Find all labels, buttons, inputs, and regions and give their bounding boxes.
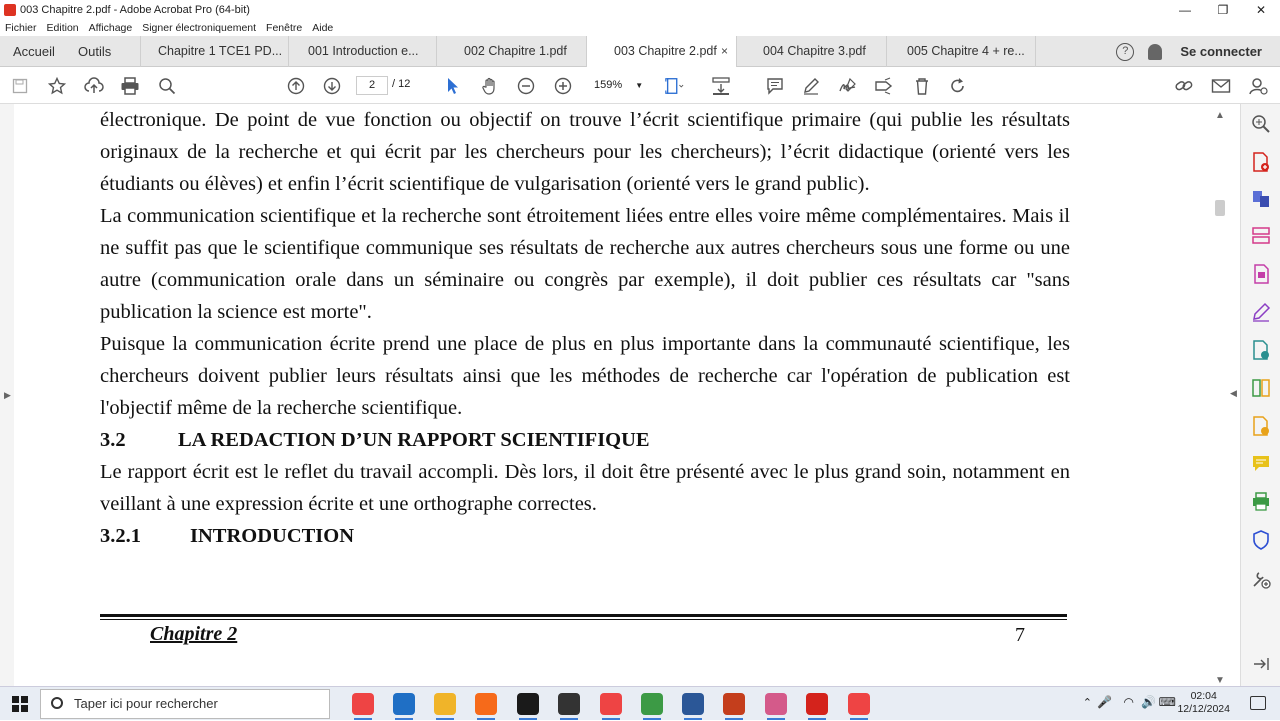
tab-doc-chapitre1-tce1[interactable] <box>140 36 288 67</box>
wifi-icon[interactable]: ◠ <box>1123 695 1134 709</box>
taskbar-app-acrobat-icon[interactable] <box>806 693 828 715</box>
main-toolbar <box>0 67 1280 104</box>
taskbar-app-photos-icon[interactable] <box>393 693 415 715</box>
scroll-thumb[interactable] <box>1215 200 1225 216</box>
pdf-page-content <box>100 104 1070 552</box>
scroll-down-icon[interactable]: ▼ <box>1215 675 1225 686</box>
tab-bar <box>0 36 1280 67</box>
hand-tool-icon[interactable] <box>480 76 500 96</box>
delete-icon[interactable] <box>912 76 932 96</box>
zoom-out-icon[interactable] <box>516 76 536 96</box>
taskbar-app-file-explorer-icon[interactable] <box>434 693 456 715</box>
taskbar-app-app-pink-icon[interactable] <box>765 693 787 715</box>
create-pdf-plus-icon[interactable] <box>1251 340 1271 360</box>
taskbar-app-app-green-icon[interactable] <box>641 693 663 715</box>
menu-signer[interactable]: Signer électroniquement <box>142 22 257 34</box>
menu-fenetre[interactable]: Fenêtre <box>266 22 303 34</box>
print-production-icon[interactable] <box>1251 492 1271 512</box>
taskbar-app-word-icon[interactable] <box>682 693 704 715</box>
taskbar-app-chrome-icon[interactable] <box>352 693 374 715</box>
taskbar-clock[interactable] <box>1177 690 1230 716</box>
save-icon[interactable] <box>10 76 30 96</box>
right-tools-panel <box>1240 104 1280 686</box>
clock-time: 02:04 <box>1190 690 1217 702</box>
print-icon[interactable] <box>120 76 140 96</box>
vertical-scrollbar[interactable] <box>1212 110 1228 686</box>
tab-doc-004-chapitre3[interactable] <box>736 36 886 67</box>
window-controls <box>1166 0 1280 20</box>
search-zoom-icon[interactable] <box>157 76 177 96</box>
taskbar-search-input[interactable] <box>40 689 330 719</box>
menu-fichier[interactable]: Fichier <box>5 22 37 34</box>
zoom-value: 159% <box>594 79 623 91</box>
section-number: 3.2 <box>100 429 126 451</box>
create-pdf-icon[interactable] <box>1251 152 1271 172</box>
close-window-button[interactable]: ✕ <box>1255 3 1267 17</box>
export-pdf-icon[interactable] <box>1251 264 1271 284</box>
taskbar-app-powerpoint-icon[interactable] <box>723 693 745 715</box>
maximize-button[interactable]: ❐ <box>1217 3 1229 17</box>
sign-in-button[interactable]: Se connecter <box>1180 44 1262 59</box>
scroll-mode-icon[interactable] <box>711 76 731 96</box>
tab-label: 005 Chapitre 4 + re... <box>907 44 1025 58</box>
combine-files-icon[interactable] <box>1251 189 1271 209</box>
title-bar <box>0 0 1280 20</box>
tab-doc-001-introduction[interactable] <box>288 36 436 67</box>
section-title: LA REDACTION D’UN RAPPORT SCIENTIFIQUE <box>178 429 650 451</box>
minimize-button[interactable]: — <box>1179 3 1191 17</box>
paragraph: Le rapport écrit est le reflet du travail accompli. Dès lors, il doit être présenté avec le plus grand soin, notamment en veillant à une expression écrite et une orthographe correctes. <box>100 461 1070 515</box>
search-icon <box>51 697 63 709</box>
tab-doc-003-chapitre2[interactable] <box>586 36 736 68</box>
notification-bell-icon[interactable] <box>1148 44 1162 60</box>
taskbar-app-pycharm-icon[interactable] <box>517 693 539 715</box>
zoom-level-select[interactable] <box>594 76 650 95</box>
tab-doc-002-chapitre1[interactable] <box>436 36 586 67</box>
taskbar-app-app-dark-icon[interactable] <box>558 693 580 715</box>
paragraph: Puisque la communication écrite prend une place de plus en plus importante dans la communauté scientifique, les chercheurs doivent publier leurs résultats ainsi que les méthodes de recherche car l'opération de publication est l'objectif même de la recherche scientifique. <box>100 333 1070 419</box>
search-placeholder: Taper ici pour rechercher <box>74 696 218 711</box>
paragraph: La communication scientifique et la recherche sont étroitement liées entre elles voire même complémentaires. Mais il ne suffit pas que le scientifique communique ses résultats de recherche aux autres chercheurs sous une forme ou une autre (communication orale dans un séminaire ou congrès par exemple), il doit publier ces résultats car "sans publication la science est morte". <box>100 205 1070 323</box>
menu-affichage[interactable]: Affichage <box>88 22 133 34</box>
menu-edition[interactable]: Edition <box>46 22 79 34</box>
taskbar-app-chrome-2-icon[interactable] <box>600 693 622 715</box>
paragraph: électronique. De point de vue fonction ou objectif on trouve l’écrit scientifique primaire (qui publie les résultats originaux de la recherche et qui écrit par les chercheurs pour les chercheurs); l’écrit didactique (orienté vers les étudiants ou élèves) et enfin l’écrit scientifique de vulgarisation (orienté vers le grand public). <box>100 109 1070 195</box>
tab-bar-right <box>1116 36 1280 67</box>
organize-pages-icon[interactable] <box>1251 226 1271 246</box>
tab-label: 002 Chapitre 1.pdf <box>464 44 567 58</box>
menu-bar <box>0 20 1280 36</box>
scan-icon[interactable] <box>1251 416 1271 436</box>
next-page-icon[interactable] <box>322 76 342 96</box>
subsection-heading <box>100 520 1070 552</box>
language-icon[interactable]: ⌨ <box>1158 695 1176 709</box>
zoom-search-icon[interactable] <box>1251 114 1271 134</box>
subsection-title: INTRODUCTION <box>190 525 355 547</box>
upload-cloud-icon[interactable] <box>84 76 104 96</box>
fit-page-icon[interactable] <box>664 76 684 96</box>
protect-icon[interactable] <box>1251 530 1271 550</box>
sign-icon[interactable] <box>838 76 858 96</box>
tray-chevron-icon[interactable]: ⌃ <box>1082 697 1092 709</box>
footer-chapter: Chapitre 2 <box>150 623 238 645</box>
page-number-input[interactable]: 2 <box>356 76 388 95</box>
collapse-panel-icon[interactable] <box>1251 656 1271 676</box>
tab-tools[interactable]: Outils <box>78 44 112 59</box>
more-tools-icon[interactable] <box>1251 569 1271 589</box>
windows-taskbar <box>0 686 1280 720</box>
edit-pdf-icon[interactable] <box>1251 302 1271 322</box>
volume-icon[interactable]: 🔊 <box>1141 695 1156 709</box>
acrobat-app-icon <box>4 4 16 16</box>
window-title: 003 Chapitre 2.pdf - Adobe Acrobat Pro (64-bit) <box>20 4 250 16</box>
select-pointer-icon[interactable] <box>443 76 463 96</box>
notification-center-icon[interactable] <box>1250 696 1266 710</box>
tab-home[interactable]: Accueil <box>13 44 55 59</box>
mail-icon[interactable] <box>1211 76 1231 96</box>
stamp-icon[interactable] <box>874 76 894 96</box>
tab-label: Chapitre 1 TCE1 PD... <box>158 44 283 58</box>
collapse-right-panel-icon[interactable]: ◀ <box>1230 388 1237 398</box>
scroll-up-icon[interactable]: ▲ <box>1215 110 1225 121</box>
prev-page-icon[interactable] <box>286 76 306 96</box>
footer-page-number: 7 <box>1015 624 1025 646</box>
zoom-in-icon[interactable] <box>553 76 573 96</box>
left-panel-collapsed[interactable] <box>0 104 14 686</box>
expand-left-panel-icon[interactable]: ▶ <box>4 390 11 400</box>
tab-close-icon[interactable]: × <box>720 44 728 58</box>
section-heading <box>100 424 1070 456</box>
tab-label: 004 Chapitre 3.pdf <box>763 44 866 58</box>
account-icon[interactable] <box>1248 76 1268 96</box>
comment-panel-icon[interactable] <box>1251 454 1271 474</box>
page-total: / 12 <box>392 78 411 90</box>
compare-icon[interactable] <box>1251 378 1271 398</box>
subsection-number: 3.2.1 <box>100 525 141 547</box>
microphone-icon[interactable]: 🎤 <box>1097 695 1112 709</box>
bookmark-star-icon[interactable] <box>47 76 67 96</box>
link-icon[interactable] <box>1174 76 1194 96</box>
taskbar-app-chrome-3-icon[interactable] <box>848 693 870 715</box>
tab-label: 003 Chapitre 2.pdf <box>614 44 717 58</box>
highlight-pen-icon[interactable] <box>801 76 821 96</box>
clock-date: 12/12/2024 <box>1177 703 1230 715</box>
taskbar-app-firefox-icon[interactable] <box>475 693 497 715</box>
footer-rule <box>100 614 1067 620</box>
tab-label: 001 Introduction e... <box>308 44 419 58</box>
windows-start-icon[interactable] <box>12 696 28 712</box>
tab-doc-005-chapitre4[interactable] <box>886 36 1036 67</box>
menu-aide[interactable]: Aide <box>312 22 334 34</box>
rotate-icon[interactable] <box>948 76 968 96</box>
comment-icon[interactable] <box>765 76 785 96</box>
help-icon[interactable]: ? <box>1116 43 1134 61</box>
chevron-down-icon: ▼ <box>635 81 644 90</box>
